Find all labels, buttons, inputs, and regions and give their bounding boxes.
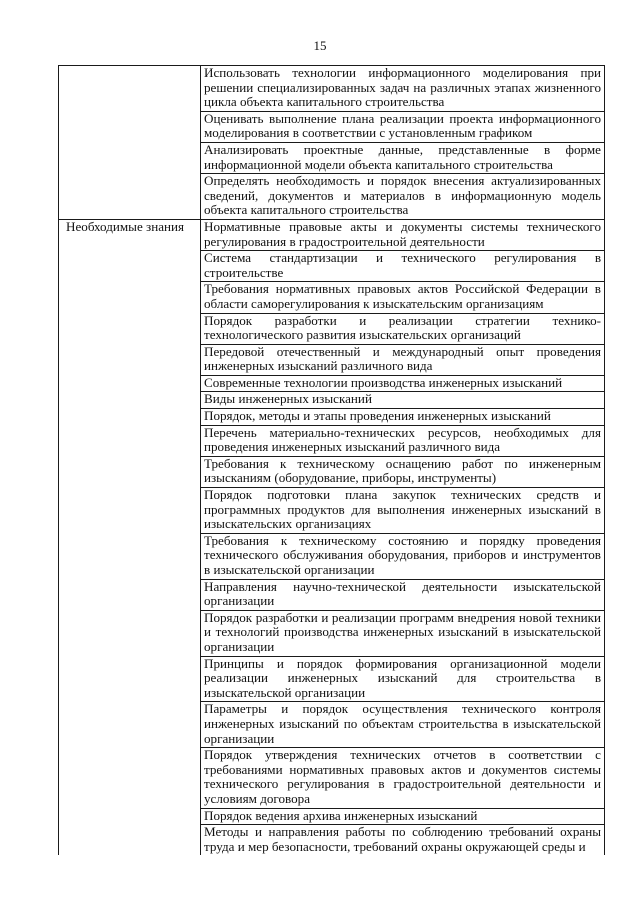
skills-item: Определять необходимость и порядок внесения актуализированных сведений, документов и материалов в информационную модель объекта капитального строительства [201, 174, 605, 220]
knowledge-item: Направления научно-технической деятельности изыскательской организации [201, 579, 605, 610]
knowledge-item: Нормативные правовые акты и документы системы технического регулирования в градостроительной деятельности [201, 219, 605, 250]
knowledge-item: Методы и направления работы по соблюдению требований охраны труда и мер безопасности, требований охраны окружающей среды и [201, 825, 605, 856]
knowledge-item: Система стандартизации и технического регулирования в строительстве [201, 251, 605, 282]
requirements-table [58, 65, 605, 855]
skills-item: Оценивать выполнение плана реализации проекта информационного моделирования в соответствии с установленным графиком [201, 111, 605, 142]
knowledge-item: Порядок ведения архива инженерных изысканий [201, 808, 605, 825]
knowledge-label: Необходимые знания [59, 219, 201, 855]
knowledge-item: Порядок подготовки плана закупок технических средств и программных продуктов для выполнения инженерных изысканий в изыскательских организациях [201, 488, 605, 534]
knowledge-item: Параметры и порядок осуществления технического контроля инженерных изысканий по объектам строительства в изыскательской организации [201, 702, 605, 748]
skills-item: Анализировать проектные данные, представленные в форме информационной модели объекта капитального строительства [201, 142, 605, 173]
knowledge-item: Порядок разработки и реализации программ внедрения новой техники и технологий производства инженерных изысканий в изыскательской организации [201, 610, 605, 656]
table-row [59, 66, 605, 112]
knowledge-item: Современные технологии производства инженерных изысканий [201, 375, 605, 392]
knowledge-item: Принципы и порядок формирования организационной модели реализации инженерных изысканий для строительства в изыскательской организации [201, 656, 605, 702]
knowledge-item: Требования нормативных правовых актов Российской Федерации в области саморегулирования к изыскательским организациям [201, 282, 605, 313]
knowledge-item: Порядок, методы и этапы проведения инженерных изысканий [201, 409, 605, 426]
knowledge-item: Требования к техническому оснащению работ по инженерным изысканиям (оборудование, приборы, инструменты) [201, 456, 605, 487]
knowledge-item: Виды инженерных изысканий [201, 392, 605, 409]
knowledge-item: Требования к техническому состоянию и порядку проведения технического обслуживания оборудования, приборов и инструментов в изыскательской организации [201, 533, 605, 579]
knowledge-item: Порядок разработки и реализации стратегии технико-технологического развития изыскательских организаций [201, 313, 605, 344]
page-number: 15 [313, 38, 327, 53]
knowledge-item: Перечень материально-технических ресурсов, необходимых для проведения инженерных изысканий различного вида [201, 425, 605, 456]
continued-label-cell [59, 66, 201, 220]
knowledge-item: Передовой отечественный и международный опыт проведения инженерных изысканий различного вида [201, 344, 605, 375]
table-row [59, 219, 605, 250]
skills-item: Использовать технологии информационного моделирования при решении специализированных задач на различных этапах жизненного цикла объекта капитального строительства [201, 66, 605, 112]
knowledge-item: Порядок утверждения технических отчетов в соответствии с требованиями нормативных правовых актов и документов системы технического регулирования в градостроительной деятельности и условиям договора [201, 748, 605, 808]
